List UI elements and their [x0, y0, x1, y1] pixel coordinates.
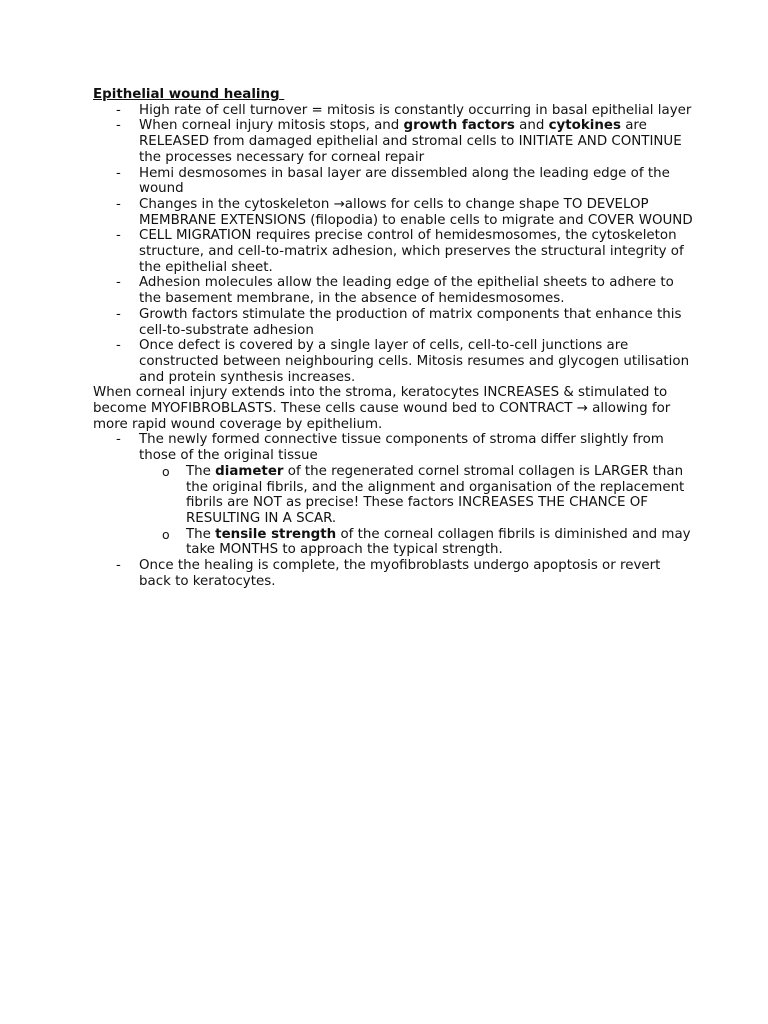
bullet-dash: - [116, 118, 121, 134]
bold-term: growth factors [403, 118, 515, 134]
bold-term: cytokines [548, 118, 621, 134]
sub-list-item [93, 527, 693, 558]
bold-term: diameter [215, 463, 284, 479]
bullet-dash: - [116, 275, 121, 291]
list-item-text: of the regenerated cornel stromal collagen is LARGER than the original fibrils, and the alignment and organisation of the replacement fibrils are NOT as precise! These factors INCREASES THE CHANCE OF RESULTING IN A SCAR. [186, 463, 685, 526]
document-page [93, 87, 693, 590]
bullet-dash: - [116, 432, 121, 448]
section-heading: Epithelial wound healing [93, 87, 285, 102]
list-item [93, 166, 693, 197]
bullet-circle: o [162, 526, 170, 542]
list-item-text: Changes in the cytoskeleton →allows for cells to change shape TO DEVELOP MEMBRANE EXTENSIONS (filopodia) to enable cells to migrate and COVER WOUND [139, 196, 693, 228]
list-item-text: Adhesion molecules allow the leading edge of the epithelial sheets to adhere to the basement membrane, in the absence of hemidesmosomes. [139, 275, 674, 307]
list-item [93, 197, 693, 228]
list-item [93, 307, 693, 338]
list-item [93, 228, 693, 275]
bullet-dash: - [116, 102, 121, 118]
list-item [93, 275, 693, 306]
list-item [93, 558, 693, 589]
list-item-text: and [514, 118, 549, 134]
list-item-text: The [186, 463, 216, 479]
list-item [93, 338, 693, 385]
list-item-text: Hemi desmosomes in basal layer are dissembled along the leading edge of the wound [139, 165, 670, 197]
list-item-text: are RELEASED from damaged epithelial and stromal cells to INITIATE AND CONTINUE the processes necessary for corneal repair [139, 118, 682, 165]
list-item [93, 432, 693, 463]
list-item-text: The [186, 526, 216, 542]
list-item-text: of the corneal collagen fibrils is diminished and may take MONTHS to approach the typical strength. [186, 526, 691, 558]
bullet-dash: - [116, 165, 121, 181]
list-item-text: The newly formed connective tissue components of stroma differ slightly from those of the original tissue [139, 432, 664, 464]
bullet-dash: - [116, 196, 121, 212]
list-item-text: High rate of cell turnover = mitosis is constantly occurring in basal epithelial layer [139, 102, 692, 118]
list-item-text: CELL MIGRATION requires precise control of hemidesmosomes, the cytoskeleton structure, and cell-to-matrix adhesion, which preserves the structural integrity of the epithelial sheet. [139, 228, 684, 275]
bullet-dash: - [116, 338, 121, 354]
list-item-text: Growth factors stimulate the production of matrix components that enhance this cell-to-substrate adhesion [139, 306, 682, 338]
list-item-text: Once the healing is complete, the myofibroblasts undergo apoptosis or revert back to keratocytes. [139, 558, 661, 589]
bullet-circle: o [162, 463, 170, 479]
list-item-text: Once defect is covered by a single layer of cells, cell-to-cell junctions are constructed between neighbouring cells. Mitosis resumes and glycogen utilisation and protein synthesis increases. [139, 338, 690, 385]
list-item-text: When corneal injury mitosis stops, and [139, 118, 404, 134]
stroma-paragraph: When corneal injury extends into the stroma, keratocytes INCREASES & stimulated to become MYOFIBROBLASTS. These cells cause wound bed to CONTRACT → allowing for more rapid wound coverage by epithelium. [93, 385, 671, 432]
list-item [93, 118, 693, 165]
list-item [93, 103, 693, 119]
bullet-dash: - [116, 228, 121, 244]
sub-list-item [93, 464, 693, 527]
bullet-dash: - [116, 306, 121, 322]
bullet-dash: - [116, 558, 121, 574]
bold-term: tensile strength [215, 526, 337, 542]
